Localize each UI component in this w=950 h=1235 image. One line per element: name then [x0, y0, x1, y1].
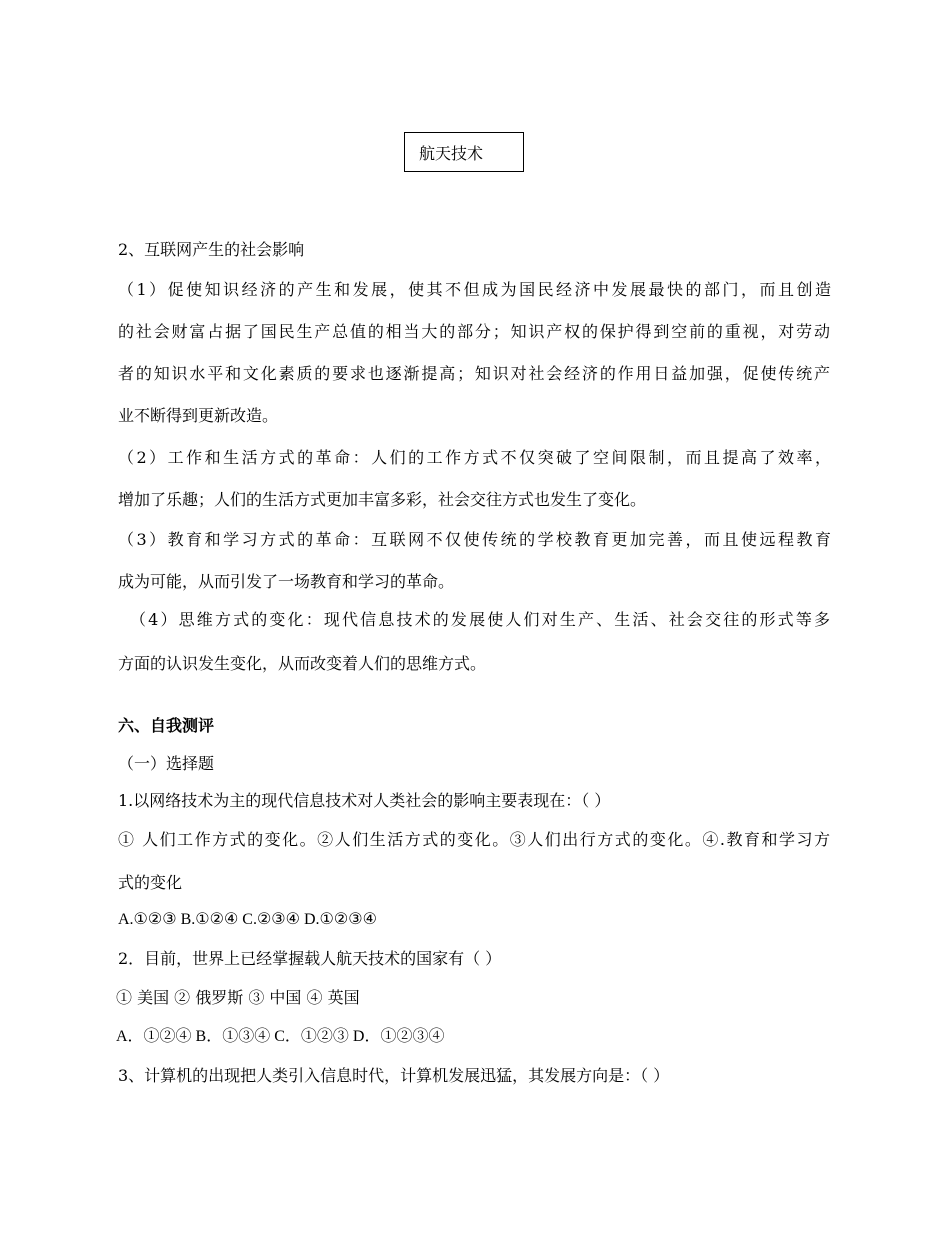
- paragraph-2-line-2: 增加了乐趣；人们的生活方式更加丰富多彩，社会交往方式也发生了变化。: [118, 490, 647, 509]
- paragraph-1-line-1: （1）促使知识经济的产生和发展，使其不但成为国民经济中发展最快的部门，而且创造: [118, 280, 831, 299]
- question-1-items-line-2: 式的变化: [118, 873, 183, 892]
- question-1-stem: 1.以网络技术为主的现代信息技术对人类社会的影响主要表现在：（ ）: [118, 791, 611, 810]
- question-1-options: A.①②③ B.①②④ C.②③④ D.①②③④: [118, 911, 377, 928]
- paragraph-1-line-4: 业不断得到更新改造。: [118, 406, 279, 425]
- paragraph-4-line-1: （4）思维方式的变化：现代信息技术的发展使人们对生产、生活、社会交往的形式等多: [130, 610, 830, 629]
- question-2-stem: 2．目前，世界上已经掌握载人航天技术的国家有（ ）: [118, 949, 502, 968]
- section-heading: 2、互联网产生的社会影响: [118, 240, 305, 259]
- paragraph-1-line-3: 者的知识水平和文化素质的要求也逐渐提高；知识对社会经济的作用日益加强，促使传统产: [118, 364, 830, 383]
- paragraph-2-line-1: （2）工作和生活方式的革命：人们的工作方式不仅突破了空间限制，而且提高了效率，: [118, 448, 831, 467]
- question-1-items-line-1: ① 人们工作方式的变化。②人们生活方式的变化。③人们出行方式的变化。④.教育和学习方: [118, 830, 830, 849]
- paragraph-1-line-2: 的社会财富占据了国民生产总值的相当大的部分；知识产权的保护得到空前的重视，对劳动: [118, 322, 830, 341]
- paragraph-3-line-1: （3）教育和学习方式的革命：互联网不仅使传统的学校教育更加完善，而且使远程教育: [118, 530, 831, 549]
- question-2-options: A．①②④ B．①③④ C．①②③ D．①②③④: [116, 1028, 445, 1045]
- self-test-heading: 六、自我测评: [118, 716, 215, 735]
- choice-questions-heading: （一）选择题: [118, 754, 215, 773]
- paragraph-4-line-2: 方面的认识发生变化，从而改变着人们的思维方式。: [118, 654, 487, 673]
- paragraph-3-line-2: 成为可能，从而引发了一场教育和学习的革命。: [118, 572, 455, 591]
- figure-label: 航天技术: [419, 144, 484, 163]
- figure-label-box: [404, 132, 524, 172]
- question-3-stem: 3、计算机的出现把人类引入信息时代，计算机发展迅猛，其发展方向是：（ ）: [118, 1066, 670, 1085]
- question-2-items: ① 美国 ② 俄罗斯 ③ 中国 ④ 英国: [116, 988, 360, 1007]
